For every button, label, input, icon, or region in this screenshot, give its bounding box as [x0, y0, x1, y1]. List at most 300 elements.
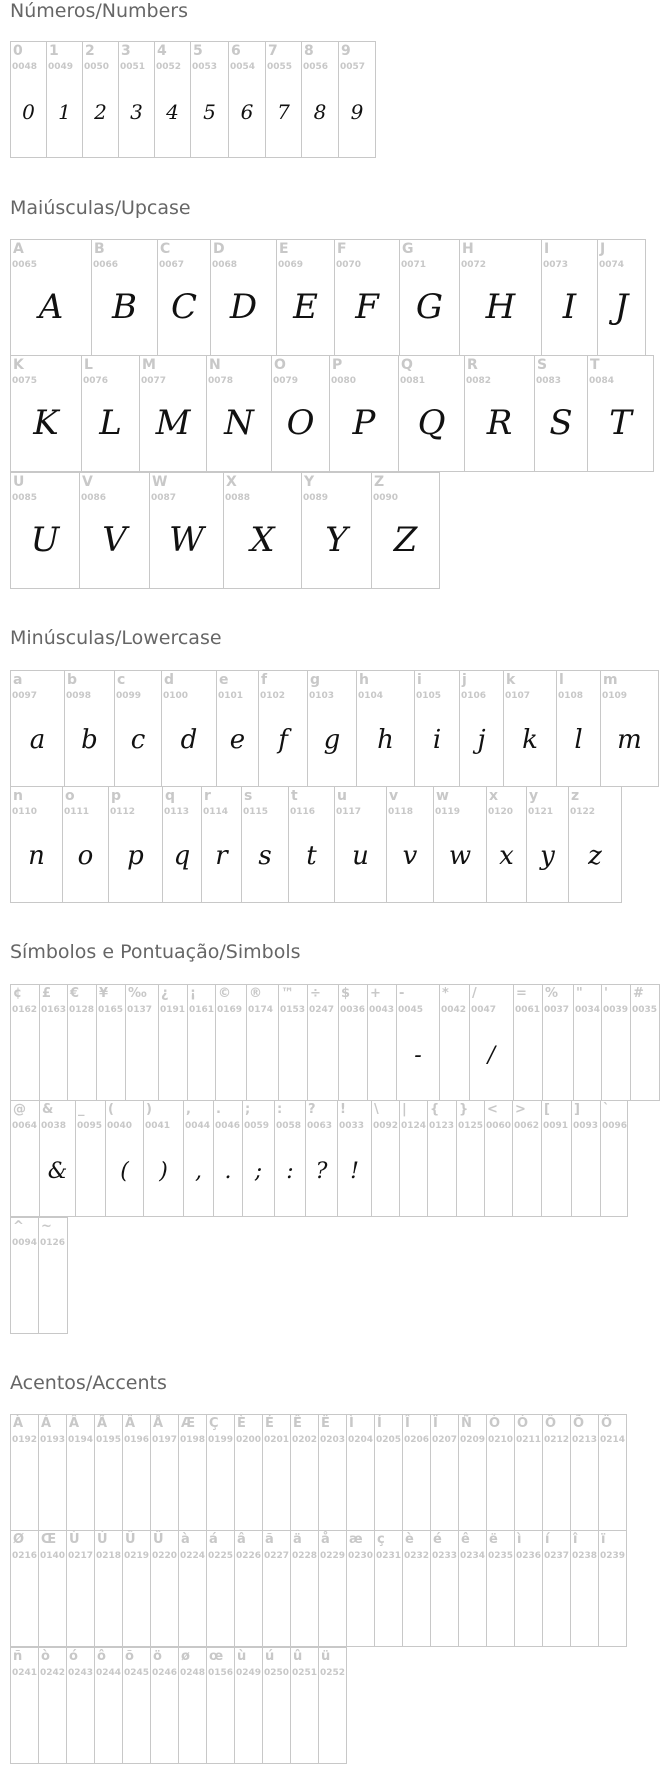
char-label: Á: [41, 1416, 52, 1431]
glyph-cell: [66, 1414, 95, 1531]
char-code: 0220: [152, 1551, 178, 1561]
char-code: 0162: [12, 1005, 38, 1015]
char-code: 0121: [528, 807, 554, 817]
glyph-cell: [228, 41, 266, 158]
glyph-cell: [338, 984, 368, 1101]
glyph-cell: [486, 786, 527, 903]
glyph-cell: [598, 1414, 627, 1531]
glyph-cell: [307, 984, 339, 1101]
glyph-cell: [484, 1100, 513, 1217]
glyph-cell: [601, 984, 631, 1101]
char-label: ä: [293, 1532, 302, 1547]
char-code: 0196: [124, 1435, 150, 1445]
char-code: 0041: [145, 1121, 171, 1131]
glyph-sample: 2: [94, 100, 107, 124]
char-label: œ: [209, 1649, 224, 1664]
char-label: E: [279, 241, 289, 257]
char-code: 0174: [248, 1005, 274, 1015]
glyph-cell: [571, 1100, 601, 1217]
glyph-cell: [274, 1100, 306, 1217]
char-code: 0088: [225, 493, 251, 503]
glyph-sample: 5: [203, 100, 216, 124]
char-label: Y: [304, 474, 315, 490]
char-label: Œ: [41, 1532, 57, 1547]
char-label: A: [13, 241, 24, 257]
glyph-sample: c: [130, 725, 146, 755]
glyph-cell: [178, 1647, 207, 1764]
char-label: ¿: [161, 986, 169, 1001]
char-label: [: [544, 1102, 550, 1117]
char-code: 0077: [141, 376, 167, 386]
glyph-row: [10, 786, 621, 903]
glyph-sample: N: [224, 403, 254, 443]
glyph-cell: [265, 41, 302, 158]
char-code: 0076: [83, 376, 109, 386]
char-code: 0214: [600, 1435, 626, 1445]
char-code: 0250: [264, 1668, 290, 1678]
char-code: 0057: [340, 62, 366, 72]
char-code: 0087: [151, 493, 177, 503]
char-label: _: [78, 1102, 85, 1117]
char-code: 0070: [336, 260, 362, 270]
char-code: 0039: [603, 1005, 629, 1015]
glyph-sample: M: [155, 403, 191, 443]
char-code: 0106: [461, 691, 487, 701]
char-label: W: [152, 474, 168, 490]
char-code: 0193: [40, 1435, 66, 1445]
char-label: Õ: [573, 1416, 585, 1431]
char-code: 0091: [543, 1121, 569, 1131]
char-label: ö: [153, 1649, 162, 1664]
char-label: æ: [349, 1532, 363, 1547]
char-label: å: [321, 1532, 330, 1547]
glyph-cell: [96, 984, 126, 1101]
glyph-row: [10, 472, 439, 589]
glyph-cell: [356, 670, 415, 787]
glyph-cell: [318, 1414, 347, 1531]
char-label: Ì: [349, 1416, 354, 1431]
glyph-cell: [371, 1100, 400, 1217]
char-label: &: [42, 1102, 54, 1117]
glyph-cell: [271, 355, 330, 472]
char-code: 0098: [66, 691, 92, 701]
glyph-row: [10, 239, 645, 356]
glyph-sample: 9: [350, 100, 364, 124]
char-code: 0115: [243, 807, 269, 817]
char-label: h: [359, 672, 369, 688]
char-code: 0108: [558, 691, 584, 701]
glyph-cell: [597, 239, 646, 356]
char-label: /: [472, 986, 477, 1001]
glyph-cell: [346, 1530, 375, 1647]
char-label: Ü: [153, 1532, 164, 1547]
char-code: 0071: [401, 260, 427, 270]
glyph-sample: W: [169, 520, 204, 560]
char-code: 0048: [12, 62, 38, 72]
char-code: 0200: [236, 1435, 262, 1445]
char-code: 0073: [543, 260, 569, 270]
char-label: 2: [85, 43, 95, 59]
glyph-sample: 3: [130, 100, 143, 124]
glyph-cell: [234, 1530, 263, 1647]
char-label: û: [293, 1649, 303, 1664]
char-code: 0163: [41, 1005, 67, 1015]
glyph-cell: [150, 1530, 179, 1647]
glyph-cell: [329, 355, 399, 472]
char-code: 0228: [292, 1551, 318, 1561]
char-label: ÷: [310, 986, 321, 1001]
glyph-cell: [399, 239, 460, 356]
char-label: {: [430, 1102, 440, 1117]
char-code: 0058: [276, 1121, 302, 1131]
char-code: 0128: [69, 1005, 95, 1015]
glyph-cell: [433, 786, 487, 903]
glyph-sample: U: [30, 520, 60, 560]
char-code: 0111: [64, 807, 90, 817]
glyph-cell: [94, 1530, 123, 1647]
glyph-cell: [290, 1647, 319, 1764]
char-label: y: [529, 788, 539, 804]
glyph-sample: A: [38, 287, 64, 327]
glyph-sample: d: [180, 725, 198, 755]
glyph-cell: [206, 1647, 235, 1764]
char-code: 0104: [358, 691, 384, 701]
glyph-cell: [210, 239, 277, 356]
lowercase-heading: Minúsculas/Lowercase: [10, 627, 222, 649]
char-code: 0252: [320, 1668, 346, 1678]
glyph-cell: [374, 1530, 403, 1647]
char-code: 0094: [12, 1238, 38, 1248]
glyph-sample: H: [485, 287, 516, 327]
glyph-cell: [10, 1100, 40, 1217]
glyph-cell: [246, 984, 279, 1101]
glyph-sample: 0: [22, 100, 35, 124]
char-label: a: [13, 672, 23, 688]
glyph-row: [10, 1100, 627, 1217]
glyph-sample: h: [377, 725, 394, 755]
char-code: 0059: [244, 1121, 270, 1131]
char-label: Ø: [13, 1532, 25, 1547]
char-code: 0169: [217, 1005, 243, 1015]
char-code: 0118: [388, 807, 414, 817]
char-label: á: [209, 1532, 218, 1547]
glyph-sample: !: [350, 1159, 359, 1184]
char-code: 0099: [116, 691, 142, 701]
glyph-cell: [534, 355, 588, 472]
char-code: 0245: [124, 1668, 150, 1678]
char-label: Ù: [69, 1532, 80, 1547]
char-label: â: [237, 1532, 246, 1547]
char-label: ©: [218, 986, 231, 1001]
glyph-cell: [288, 786, 335, 903]
glyph-cell: [374, 1414, 403, 1531]
char-code: 0037: [544, 1005, 570, 1015]
glyph-cell: [215, 984, 247, 1101]
char-label: 8: [304, 43, 314, 59]
char-label: à: [181, 1532, 190, 1547]
char-label: ó: [69, 1649, 78, 1664]
char-label: .: [216, 1102, 221, 1117]
char-code: 0236: [516, 1551, 542, 1561]
glyph-cell: [118, 41, 155, 158]
char-label: t: [291, 788, 298, 804]
glyph-sample: (: [120, 1159, 129, 1184]
glyph-cell: [187, 984, 216, 1101]
glyph-cell: [414, 670, 460, 787]
glyph-row: [10, 984, 659, 1101]
glyph-cell: [94, 1647, 123, 1764]
char-label: :: [277, 1102, 283, 1117]
glyph-cell: [154, 41, 191, 158]
char-code: 0124: [401, 1121, 427, 1131]
char-label: R: [467, 357, 478, 373]
char-code: 0207: [432, 1435, 458, 1445]
char-label: ë: [489, 1532, 498, 1547]
char-code: 0213: [572, 1435, 598, 1445]
char-label: £: [42, 986, 52, 1001]
glyph-sample: f: [278, 725, 288, 755]
char-label: 3: [121, 43, 131, 59]
glyph-sample: Y: [325, 520, 348, 560]
char-code: 0066: [93, 260, 119, 270]
char-label: ?: [308, 1102, 316, 1117]
glyph-sample: 8: [313, 100, 327, 124]
char-code: 0112: [110, 807, 136, 817]
char-label: 1: [49, 43, 59, 59]
char-code: 0114: [203, 807, 229, 817]
char-label: ^: [13, 1219, 24, 1234]
glyph-cell: [158, 984, 188, 1101]
char-label: n: [13, 788, 23, 804]
accents-heading: Acentos/Accents: [10, 1372, 167, 1394]
glyph-sample: D: [229, 287, 258, 327]
char-code: 0052: [156, 62, 182, 72]
glyph-cell: [278, 984, 308, 1101]
char-code: 0119: [435, 807, 461, 817]
char-label: ê: [461, 1532, 470, 1547]
glyph-cell: [105, 1100, 144, 1217]
glyph-sample: .: [224, 1159, 232, 1184]
glyph-cell: [162, 786, 202, 903]
glyph-sample: -: [414, 1043, 422, 1068]
glyph-cell: [301, 41, 339, 158]
glyph-cell: [66, 1647, 95, 1764]
glyph-cell: [367, 984, 397, 1101]
glyph-cell: [262, 1530, 291, 1647]
char-code: 0137: [127, 1005, 153, 1015]
glyph-cell: [513, 984, 543, 1101]
char-label: 0: [13, 43, 23, 59]
char-code: 0249: [236, 1668, 262, 1678]
glyph-cell: [206, 355, 272, 472]
char-code: 0219: [124, 1551, 150, 1561]
glyph-cell: [183, 1100, 214, 1217]
char-code: 0231: [376, 1551, 402, 1561]
glyph-cell: [114, 670, 162, 787]
glyph-cell: [542, 1414, 571, 1531]
char-label: +: [370, 986, 381, 1001]
char-code: 0054: [230, 62, 256, 72]
char-label: ‰: [128, 986, 147, 1001]
char-label: è: [405, 1532, 414, 1547]
char-code: 0232: [404, 1551, 430, 1561]
char-code: 0042: [441, 1005, 467, 1015]
char-code: 0095: [77, 1121, 103, 1131]
char-label: H: [462, 241, 474, 257]
char-code: 0243: [68, 1668, 94, 1678]
char-code: 0100: [163, 691, 189, 701]
char-code: 0103: [309, 691, 335, 701]
char-code: 0101: [218, 691, 244, 701]
char-label: q: [165, 788, 176, 804]
glyph-sample: a: [29, 725, 46, 755]
glyph-cell: [290, 1414, 319, 1531]
glyph-cell: [503, 670, 557, 787]
glyph-cell: [234, 1647, 263, 1764]
glyph-cell: [46, 41, 83, 158]
char-label: X: [226, 474, 237, 490]
char-code: 0046: [215, 1121, 241, 1131]
glyph-cell: [318, 1530, 347, 1647]
glyph-cell: [10, 1647, 39, 1764]
char-label: |: [402, 1102, 407, 1117]
char-code: 0210: [488, 1435, 514, 1445]
char-label: (: [108, 1102, 114, 1117]
char-code: 0102: [260, 691, 286, 701]
char-label: Ê: [293, 1416, 302, 1431]
glyph-cell: [216, 670, 259, 787]
glyph-cell: [122, 1530, 151, 1647]
glyph-cell: [402, 1530, 431, 1647]
glyph-cell: [206, 1530, 235, 1647]
glyph-sample: ;: [254, 1159, 263, 1184]
char-label: ;: [245, 1102, 251, 1117]
glyph-cell: [94, 1414, 123, 1531]
char-label: \: [374, 1102, 379, 1117]
char-label: ®: [249, 986, 262, 1001]
char-code: 0251: [292, 1668, 318, 1678]
char-label: ,: [186, 1102, 191, 1117]
char-label: g: [310, 672, 321, 688]
glyph-sample: Z: [393, 520, 418, 560]
char-label: d: [164, 672, 175, 688]
char-code: 0225: [208, 1551, 234, 1561]
char-label: Ñ: [461, 1416, 472, 1431]
char-code: 0043: [369, 1005, 395, 1015]
char-code: 0242: [40, 1668, 66, 1678]
glyph-cell: [39, 1100, 76, 1217]
glyph-cell: [430, 1530, 459, 1647]
glyph-cell: [178, 1414, 207, 1531]
char-code: 0065: [12, 260, 38, 270]
glyph-sample: :: [286, 1159, 294, 1184]
char-code: 0237: [544, 1551, 570, 1561]
char-label: ô: [97, 1649, 106, 1664]
char-label: ú: [265, 1649, 275, 1664]
char-code: 0035: [632, 1005, 658, 1015]
glyph-cell: [262, 1414, 291, 1531]
glyph-cell: [598, 1530, 627, 1647]
char-code: 0165: [98, 1005, 124, 1015]
char-label: Ó: [517, 1416, 529, 1431]
char-label: Í: [377, 1416, 382, 1431]
char-label: f: [261, 672, 268, 688]
glyph-sample: g: [323, 725, 341, 755]
glyph-cell: [223, 472, 302, 589]
char-label: ã: [265, 1532, 274, 1547]
glyph-cell: [338, 41, 376, 158]
char-code: 0062: [514, 1121, 540, 1131]
glyph-sample: G: [415, 287, 444, 327]
char-code: 0229: [320, 1551, 346, 1561]
char-code: 0053: [192, 62, 218, 72]
glyph-cell: [75, 1100, 106, 1217]
char-code: 0109: [602, 691, 628, 701]
glyph-cell: [541, 239, 598, 356]
char-code: 0084: [589, 376, 615, 386]
char-label: e: [219, 672, 229, 688]
glyph-cell: [234, 1414, 263, 1531]
char-label: T: [590, 357, 600, 373]
glyph-sample: C: [170, 287, 197, 327]
glyph-sample: 7: [277, 100, 290, 124]
glyph-cell: [337, 1100, 372, 1217]
char-code: 0082: [466, 376, 492, 386]
char-code: 0140: [40, 1551, 66, 1561]
glyph-cell: [556, 670, 601, 787]
glyph-sample: s: [258, 841, 272, 871]
glyph-sample: t: [306, 841, 317, 871]
glyph-cell: [62, 786, 109, 903]
char-code: 0049: [48, 62, 74, 72]
glyph-cell: [79, 472, 150, 589]
char-label: 7: [268, 43, 278, 59]
char-code: 0117: [336, 807, 362, 817]
char-label: x: [489, 788, 499, 804]
glyph-sample: 6: [240, 100, 254, 124]
char-label: r: [204, 788, 211, 804]
char-code: 0038: [41, 1121, 67, 1131]
char-code: 0217: [68, 1551, 94, 1561]
char-label: O: [274, 357, 286, 373]
char-code: 0226: [236, 1551, 262, 1561]
char-code: 0235: [488, 1551, 514, 1561]
glyph-sample: k: [522, 725, 538, 755]
char-label: m: [603, 672, 618, 688]
glyph-cell: [10, 984, 40, 1101]
char-label: ¡: [190, 986, 196, 1001]
char-label: È: [237, 1416, 246, 1431]
char-label: ñ: [13, 1649, 23, 1664]
glyph-sample: O: [286, 403, 315, 443]
glyph-cell: [469, 984, 514, 1101]
glyph-cell: [402, 1414, 431, 1531]
char-label: ~: [41, 1219, 52, 1234]
glyph-cell: [427, 1100, 457, 1217]
glyph-cell: [39, 984, 68, 1101]
char-label: V: [82, 474, 93, 490]
char-code: 0079: [273, 376, 299, 386]
char-code: 0092: [373, 1121, 399, 1131]
char-label: j: [462, 672, 467, 688]
char-label: G: [402, 241, 414, 257]
char-code: 0097: [12, 691, 38, 701]
glyph-cell: [305, 1100, 338, 1217]
glyph-sample: S: [549, 403, 573, 443]
char-code: 0107: [505, 691, 531, 701]
char-label: ï: [601, 1532, 606, 1547]
glyph-sample: R: [486, 403, 513, 443]
